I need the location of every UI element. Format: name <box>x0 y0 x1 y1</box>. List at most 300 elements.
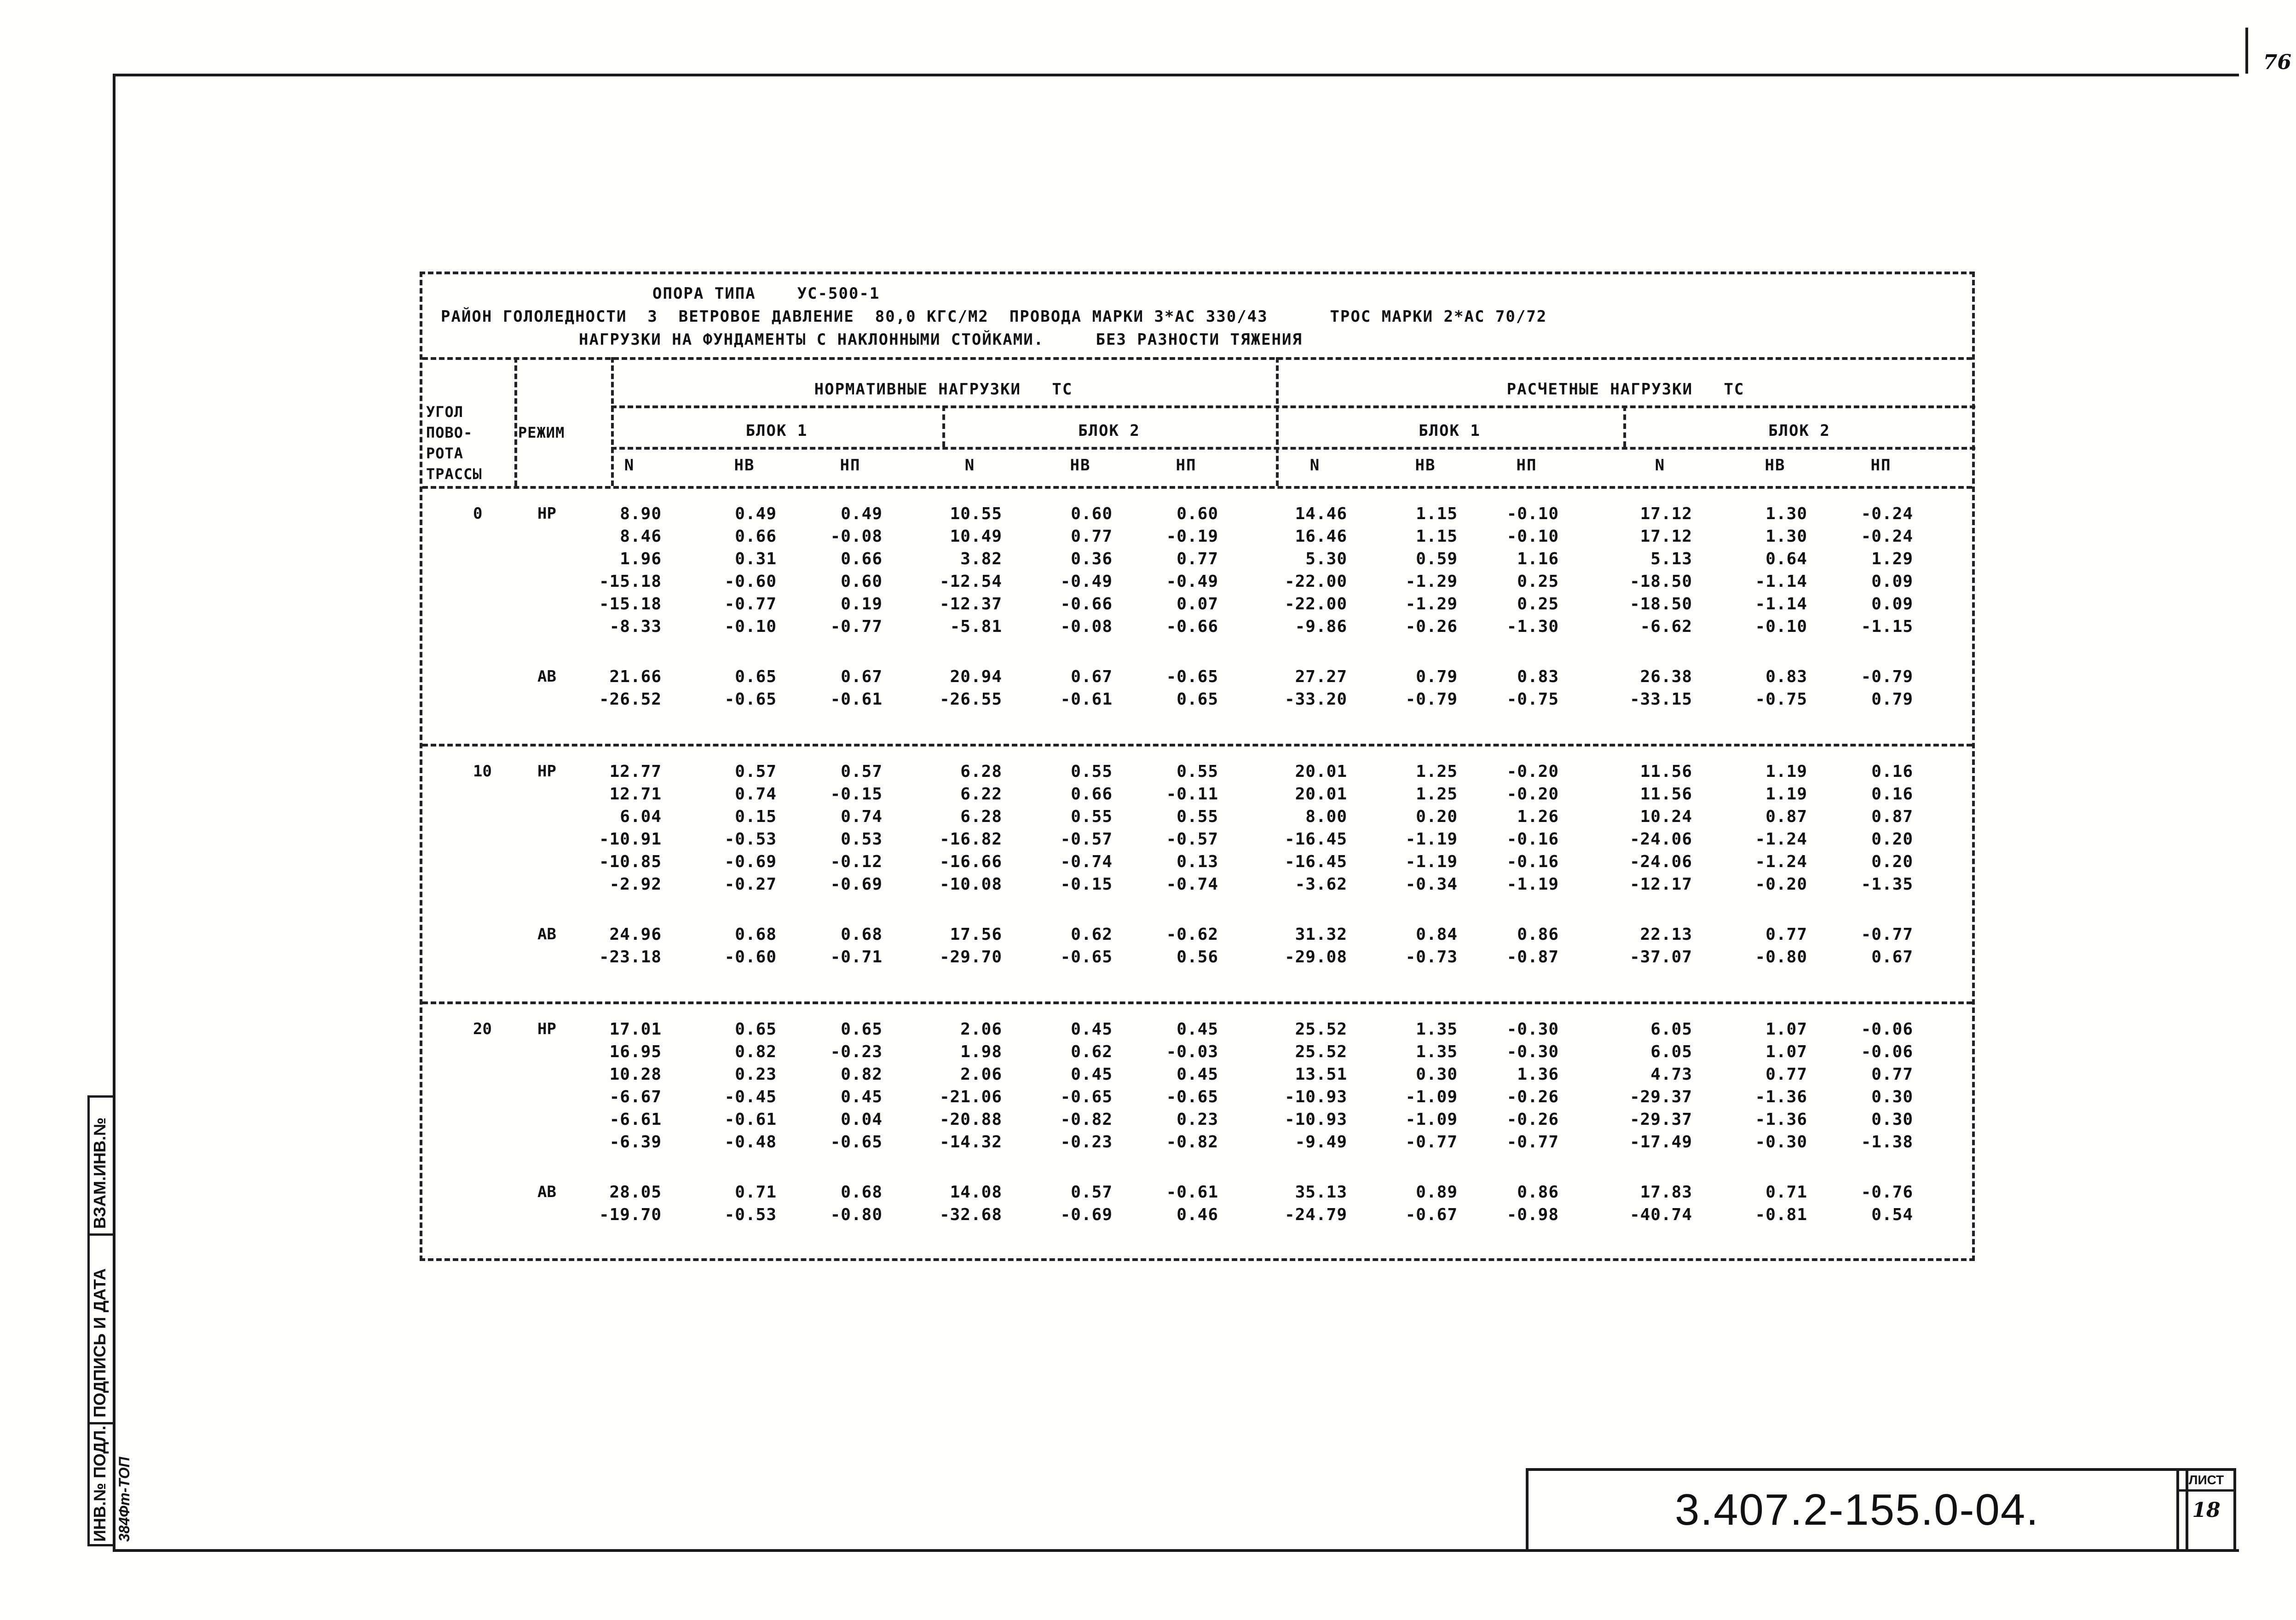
table-cell: 0.54 <box>1871 1205 1913 1224</box>
table-cell: -21.06 <box>939 1088 1002 1106</box>
normative-header: НОРМАТИВНЫЕ НАГРУЗКИ ТС <box>814 380 1073 399</box>
column-subheader: N <box>1655 456 1666 474</box>
mode-label: НР <box>537 504 556 523</box>
table-cell: -0.77 <box>1861 925 1913 944</box>
table-cell: -0.76 <box>1861 1183 1913 1202</box>
table-cell: -16.45 <box>1284 852 1347 871</box>
table-cell: -1.24 <box>1755 852 1807 871</box>
column-subheader: НВ <box>1070 456 1091 474</box>
table-cell: 0.09 <box>1871 595 1913 613</box>
loads-table <box>420 272 1975 1261</box>
table-cell: -0.57 <box>1060 830 1113 849</box>
table-cell: 5.30 <box>1305 550 1347 568</box>
document-code: 3.407.2-155.0-04. <box>1675 1485 2039 1534</box>
table-cell: -3.62 <box>1295 875 1347 894</box>
table-cell: 8.00 <box>1305 807 1347 826</box>
table-cell: -24.79 <box>1284 1205 1347 1224</box>
table-cell: 6.05 <box>1650 1020 1692 1039</box>
column-subheader: N <box>624 456 635 474</box>
table-cell: 0.65 <box>735 1020 777 1039</box>
table-cell: -0.81 <box>1755 1205 1807 1224</box>
table-cell: 21.66 <box>609 667 662 686</box>
table-cell: -0.65 <box>1060 948 1113 966</box>
table-row <box>422 852 1972 875</box>
signature-date-label: ПОДПИСЬ И ДАТА <box>90 1268 109 1418</box>
table-cell: 0.77 <box>1177 550 1218 568</box>
table-cell: 1.15 <box>1416 527 1458 546</box>
table-cell: -0.30 <box>1506 1020 1559 1039</box>
table-cell: -1.15 <box>1861 617 1913 636</box>
table-cell: -0.65 <box>724 690 777 709</box>
table-cell: 0.45 <box>1071 1020 1113 1039</box>
table-cell: -17.49 <box>1629 1133 1692 1151</box>
table-cell: 0.23 <box>1177 1110 1218 1129</box>
table-title-line2: РАЙОН ГОЛОЛЕДНОСТИ 3 ВЕТРОВОЕ ДАВЛЕНИЕ 80,0 КГС/М2 ПРОВОДА МАРКИ 3*АС 330/43 ТРОС МАРКИ 2*АС 70/72 <box>441 307 1547 326</box>
table-cell: -0.30 <box>1506 1042 1559 1061</box>
table-cell: -0.12 <box>830 852 883 871</box>
table-cell: 22.13 <box>1640 925 1692 944</box>
table-cell: 0.45 <box>1177 1020 1218 1039</box>
table-cell: 0.13 <box>1177 852 1218 871</box>
header-divider <box>422 486 1972 489</box>
header-divider <box>422 357 1972 360</box>
table-cell: 20.01 <box>1295 785 1347 804</box>
sheet-value: 18 <box>2192 1498 2221 1522</box>
table-cell: 0.87 <box>1765 807 1807 826</box>
table-cell: 0.60 <box>1177 504 1218 523</box>
table-cell: 4.73 <box>1650 1065 1692 1084</box>
table-cell: 0.45 <box>1177 1065 1218 1084</box>
table-cell: 0.31 <box>735 550 777 568</box>
table-cell: -0.80 <box>830 1205 883 1224</box>
column-subheader: НП <box>1516 456 1537 474</box>
table-row <box>422 1042 1972 1065</box>
table-cell: -0.80 <box>1755 948 1807 966</box>
table-cell: -37.07 <box>1629 948 1692 966</box>
table-cell: 0.09 <box>1871 572 1913 591</box>
table-cell: -22.00 <box>1284 572 1347 591</box>
header-divider <box>611 447 1975 450</box>
table-cell: 0.66 <box>1071 785 1113 804</box>
table-cell: 0.49 <box>735 504 777 523</box>
table-cell: -1.19 <box>1405 852 1458 871</box>
table-cell: -10.85 <box>599 852 662 871</box>
table-cell: 35.13 <box>1295 1183 1347 1202</box>
table-cell: 0.62 <box>1071 925 1113 944</box>
table-row <box>422 504 1972 527</box>
table-cell: 25.52 <box>1295 1020 1347 1039</box>
table-cell: -24.06 <box>1629 852 1692 871</box>
table-cell: 10.24 <box>1640 807 1692 826</box>
table-cell: -18.50 <box>1629 595 1692 613</box>
table-cell: 0.57 <box>735 762 777 781</box>
table-cell: -0.82 <box>1166 1133 1218 1151</box>
column-subheader: НП <box>1176 456 1197 474</box>
table-cell: -0.24 <box>1861 527 1913 546</box>
table-cell: 1.07 <box>1765 1042 1807 1061</box>
table-cell: -6.67 <box>609 1088 662 1106</box>
table-title-line1: ОПОРА ТИПА УС-500-1 <box>652 284 880 303</box>
table-cell: 1.19 <box>1765 785 1807 804</box>
column-subheader: НП <box>840 456 861 474</box>
table-cell: -0.66 <box>1060 595 1113 613</box>
table-cell: -0.57 <box>1166 830 1218 849</box>
table-cell: -33.20 <box>1284 690 1347 709</box>
table-cell: 0.15 <box>735 807 777 826</box>
table-cell: -0.65 <box>1166 1088 1218 1106</box>
column-subheader: НВ <box>734 456 755 474</box>
table-cell: 0.77 <box>1765 925 1807 944</box>
table-cell: 10.28 <box>609 1065 662 1084</box>
table-cell: -26.55 <box>939 690 1002 709</box>
table-cell: -0.65 <box>1060 1088 1113 1106</box>
table-cell: -0.06 <box>1861 1042 1913 1061</box>
col-divider <box>942 405 945 447</box>
table-cell: 0.45 <box>841 1088 883 1106</box>
table-cell: -1.09 <box>1405 1110 1458 1129</box>
table-cell: 0.68 <box>841 1183 883 1202</box>
table-cell: 8.46 <box>620 527 662 546</box>
table-cell: 6.22 <box>960 785 1002 804</box>
table-cell: -0.60 <box>724 948 777 966</box>
mode-label: АВ <box>537 925 556 943</box>
table-cell: -0.75 <box>1755 690 1807 709</box>
table-cell: -0.15 <box>1060 875 1113 894</box>
table-cell: 0.65 <box>1177 690 1218 709</box>
table-cell: -19.70 <box>599 1205 662 1224</box>
table-cell: 8.90 <box>620 504 662 523</box>
table-cell: 12.71 <box>609 785 662 804</box>
table-cell: 0.77 <box>1871 1065 1913 1084</box>
table-cell: 10.55 <box>950 504 1002 523</box>
table-cell: -0.16 <box>1506 852 1559 871</box>
table-cell: 27.27 <box>1295 667 1347 686</box>
table-cell: -0.23 <box>1060 1133 1113 1151</box>
column-subheader: НВ <box>1415 456 1436 474</box>
table-cell: 0.74 <box>841 807 883 826</box>
column-subheader: НВ <box>1765 456 1786 474</box>
table-row <box>422 948 1972 970</box>
table-cell: -33.15 <box>1629 690 1692 709</box>
table-cell: -0.73 <box>1405 948 1458 966</box>
table-cell: -0.24 <box>1861 504 1913 523</box>
table-cell: 0.20 <box>1871 852 1913 871</box>
table-cell: 0.23 <box>735 1065 777 1084</box>
table-cell: 5.13 <box>1650 550 1692 568</box>
table-cell: -1.14 <box>1755 572 1807 591</box>
table-cell: -1.36 <box>1755 1110 1807 1129</box>
angle-value: 0 <box>473 504 483 523</box>
table-cell: 1.26 <box>1517 807 1559 826</box>
table-cell: -12.54 <box>939 572 1002 591</box>
table-row <box>422 762 1972 785</box>
table-cell: 0.79 <box>1871 690 1913 709</box>
table-row <box>422 1020 1972 1042</box>
table-cell: 2.06 <box>960 1065 1002 1084</box>
table-cell: -1.29 <box>1405 572 1458 591</box>
col-divider <box>514 357 517 486</box>
table-cell: 16.46 <box>1295 527 1347 546</box>
table-row <box>422 1110 1972 1133</box>
table-cell: 0.74 <box>735 785 777 804</box>
table-cell: -0.79 <box>1405 690 1458 709</box>
table-cell: 20.01 <box>1295 762 1347 781</box>
table-cell: 6.28 <box>960 762 1002 781</box>
table-cell: 0.19 <box>841 595 883 613</box>
table-cell: -29.37 <box>1629 1088 1692 1106</box>
table-cell: 0.07 <box>1177 595 1218 613</box>
table-cell: -0.26 <box>1405 617 1458 636</box>
table-cell: 24.96 <box>609 925 662 944</box>
table-row <box>422 550 1972 572</box>
table-cell: -0.74 <box>1166 875 1218 894</box>
strip-divider <box>87 1422 115 1424</box>
table-cell: 31.32 <box>1295 925 1347 944</box>
table-cell: -0.60 <box>724 572 777 591</box>
table-cell: 0.67 <box>841 667 883 686</box>
table-cell: -23.18 <box>599 948 662 966</box>
inv-value: 384Фт-ТОП <box>116 1457 133 1542</box>
table-cell: -24.06 <box>1629 830 1692 849</box>
table-cell: 0.36 <box>1071 550 1113 568</box>
table-cell: -2.92 <box>609 875 662 894</box>
table-cell: 0.71 <box>735 1183 777 1202</box>
sheet-label: ЛИСТ <box>2179 1471 2233 1492</box>
table-cell: -0.11 <box>1166 785 1218 804</box>
table-cell: 0.04 <box>841 1110 883 1129</box>
calculated-header: РАСЧЕТНЫЕ НАГРУЗКИ ТС <box>1506 380 1745 399</box>
strip-divider <box>87 1233 115 1236</box>
column-subheader: НП <box>1870 456 1892 474</box>
calculated-block2: БЛОК 2 <box>1768 422 1830 440</box>
table-row <box>422 617 1972 640</box>
table-cell: -1.38 <box>1861 1133 1913 1151</box>
table-cell: -1.36 <box>1755 1088 1807 1106</box>
sheet-box <box>2176 1468 2236 1549</box>
table-cell: 17.83 <box>1640 1183 1692 1202</box>
table-cell: -26.52 <box>599 690 662 709</box>
table-cell: 0.16 <box>1871 762 1913 781</box>
table-cell: -0.61 <box>830 690 883 709</box>
table-cell: -0.26 <box>1506 1110 1559 1129</box>
table-row <box>422 925 1972 948</box>
table-cell: 17.01 <box>609 1020 662 1039</box>
table-cell: -9.49 <box>1295 1133 1347 1151</box>
table-cell: -15.18 <box>599 572 662 591</box>
table-cell: -0.65 <box>830 1133 883 1151</box>
table-row <box>422 667 1972 690</box>
table-cell: 0.57 <box>841 762 883 781</box>
table-title-line3: НАГРУЗКИ НА ФУНДАМЕНТЫ С НАКЛОННЫМИ СТОЙКАМИ. БЕЗ РАЗНОСТИ ТЯЖЕНИЯ <box>579 330 1303 349</box>
table-cell: 0.55 <box>1177 807 1218 826</box>
table-cell: -0.61 <box>1166 1183 1218 1202</box>
table-cell: 13.51 <box>1295 1065 1347 1084</box>
table-row <box>422 1133 1972 1155</box>
table-row <box>422 807 1972 830</box>
table-cell: -20.88 <box>939 1110 1002 1129</box>
table-cell: -0.45 <box>724 1088 777 1106</box>
table-cell: -18.50 <box>1629 572 1692 591</box>
table-cell: -0.49 <box>1060 572 1113 591</box>
table-cell: -0.27 <box>724 875 777 894</box>
table-cell: 0.62 <box>1071 1042 1113 1061</box>
table-cell: 0.67 <box>1071 667 1113 686</box>
table-cell: 25.52 <box>1295 1042 1347 1061</box>
table-cell: 0.56 <box>1177 948 1218 966</box>
table-cell: 1.35 <box>1416 1020 1458 1039</box>
table-cell: 0.53 <box>841 830 883 849</box>
table-cell: 2.06 <box>960 1020 1002 1039</box>
table-cell: -14.32 <box>939 1133 1002 1151</box>
table-cell: 1.35 <box>1416 1042 1458 1061</box>
normative-block2: БЛОК 2 <box>1078 422 1140 440</box>
table-cell: -0.23 <box>830 1042 883 1061</box>
table-cell: -0.26 <box>1506 1088 1559 1106</box>
table-cell: -0.10 <box>1506 504 1559 523</box>
mode-header: РЕЖИМ <box>518 424 565 441</box>
table-cell: -0.19 <box>1166 527 1218 546</box>
table-cell: -0.67 <box>1405 1205 1458 1224</box>
table-cell: 1.16 <box>1517 550 1559 568</box>
table-cell: -1.35 <box>1861 875 1913 894</box>
table-cell: 0.65 <box>841 1020 883 1039</box>
table-cell: 0.68 <box>735 925 777 944</box>
table-cell: 1.30 <box>1765 504 1807 523</box>
table-cell: 0.87 <box>1871 807 1913 826</box>
angle-value: 10 <box>473 762 492 781</box>
table-cell: 1.19 <box>1765 762 1807 781</box>
table-row <box>422 690 1972 712</box>
table-row <box>422 1183 1972 1205</box>
table-cell: 0.89 <box>1416 1183 1458 1202</box>
table-row <box>422 785 1972 807</box>
table-cell: -0.03 <box>1166 1042 1218 1061</box>
table-cell: 11.56 <box>1640 762 1692 781</box>
table-cell: -0.06 <box>1861 1020 1913 1039</box>
table-cell: 14.08 <box>950 1183 1002 1202</box>
table-cell: 17.12 <box>1640 527 1692 546</box>
table-cell: 17.56 <box>950 925 1002 944</box>
calculated-block1: БЛОК 1 <box>1419 422 1481 440</box>
table-cell: -15.18 <box>599 595 662 613</box>
table-cell: -16.45 <box>1284 830 1347 849</box>
table-cell: 1.36 <box>1517 1065 1559 1084</box>
table-cell: -0.08 <box>1060 617 1113 636</box>
table-cell: 26.38 <box>1640 667 1692 686</box>
table-cell: -6.39 <box>609 1133 662 1151</box>
table-cell: -0.20 <box>1755 875 1807 894</box>
table-cell: 0.64 <box>1765 550 1807 568</box>
table-cell: 0.77 <box>1071 527 1113 546</box>
table-cell: -29.08 <box>1284 948 1347 966</box>
table-cell: -0.74 <box>1060 852 1113 871</box>
table-cell: -29.70 <box>939 948 1002 966</box>
mode-label: НР <box>537 762 556 781</box>
table-cell: -0.10 <box>1755 617 1807 636</box>
table-cell: -0.08 <box>830 527 883 546</box>
table-cell: 0.60 <box>1071 504 1113 523</box>
table-cell: -6.61 <box>609 1110 662 1129</box>
table-cell: 10.49 <box>950 527 1002 546</box>
table-row <box>422 527 1972 550</box>
table-cell: -0.87 <box>1506 948 1559 966</box>
table-cell: 0.67 <box>1871 948 1913 966</box>
table-cell: 1.07 <box>1765 1020 1807 1039</box>
table-cell: -10.93 <box>1284 1088 1347 1106</box>
table-cell: 0.83 <box>1765 667 1807 686</box>
table-cell: -12.17 <box>1629 875 1692 894</box>
table-cell: -0.77 <box>1405 1133 1458 1151</box>
mode-label: НР <box>537 1020 556 1038</box>
table-cell: -32.68 <box>939 1205 1002 1224</box>
table-cell: -10.91 <box>599 830 662 849</box>
table-cell: -0.20 <box>1506 762 1559 781</box>
table-cell: -0.77 <box>724 595 777 613</box>
table-cell: -0.10 <box>724 617 777 636</box>
table-cell: 11.56 <box>1640 785 1692 804</box>
table-cell: 0.82 <box>735 1042 777 1061</box>
table-cell: 16.95 <box>609 1042 662 1061</box>
table-cell: -0.53 <box>724 1205 777 1224</box>
table-cell: -0.16 <box>1506 830 1559 849</box>
table-cell: -0.71 <box>830 948 883 966</box>
table-cell: -0.65 <box>1166 667 1218 686</box>
table-row <box>422 595 1972 617</box>
table-cell: -1.19 <box>1405 830 1458 849</box>
frame-corner-mark <box>2245 28 2248 74</box>
table-cell: -0.20 <box>1506 785 1559 804</box>
table-cell: -0.48 <box>724 1133 777 1151</box>
table-cell: -0.53 <box>724 830 777 849</box>
table-cell: 3.82 <box>960 550 1002 568</box>
table-cell: 0.30 <box>1416 1065 1458 1084</box>
table-cell: 0.55 <box>1177 762 1218 781</box>
table-cell: -8.33 <box>609 617 662 636</box>
table-cell: 0.49 <box>841 504 883 523</box>
table-cell: 0.57 <box>1071 1183 1113 1202</box>
table-cell: 0.83 <box>1517 667 1559 686</box>
table-cell: 6.05 <box>1650 1042 1692 1061</box>
document-code-stamp <box>1526 1468 2188 1549</box>
table-cell: 0.55 <box>1071 807 1113 826</box>
header-divider <box>611 405 1975 408</box>
table-cell: -0.61 <box>724 1110 777 1129</box>
table-cell: 0.71 <box>1765 1183 1807 1202</box>
table-cell: 28.05 <box>609 1183 662 1202</box>
page-number-top: 76 <box>2263 51 2291 74</box>
table-cell: 0.20 <box>1416 807 1458 826</box>
angle-header-l3: РОТА <box>426 445 464 462</box>
table-cell: 14.46 <box>1295 504 1347 523</box>
table-cell: 0.68 <box>841 925 883 944</box>
table-row <box>422 1065 1972 1088</box>
table-cell: 0.25 <box>1517 572 1559 591</box>
table-cell: -0.30 <box>1755 1133 1807 1151</box>
table-cell: 0.59 <box>1416 550 1458 568</box>
table-cell: 20.94 <box>950 667 1002 686</box>
table-row <box>422 1205 1972 1228</box>
table-cell: 17.12 <box>1640 504 1692 523</box>
table-cell: 0.66 <box>841 550 883 568</box>
table-cell: -0.98 <box>1506 1205 1559 1224</box>
table-cell: 1.30 <box>1765 527 1807 546</box>
angle-value: 20 <box>473 1020 492 1038</box>
table-cell: 0.25 <box>1517 595 1559 613</box>
mode-label: АВ <box>537 667 556 686</box>
column-subheader: N <box>964 456 975 474</box>
table-cell: -10.93 <box>1284 1110 1347 1129</box>
inv-label: ИНВ.№ ПОДЛ. <box>90 1425 109 1542</box>
